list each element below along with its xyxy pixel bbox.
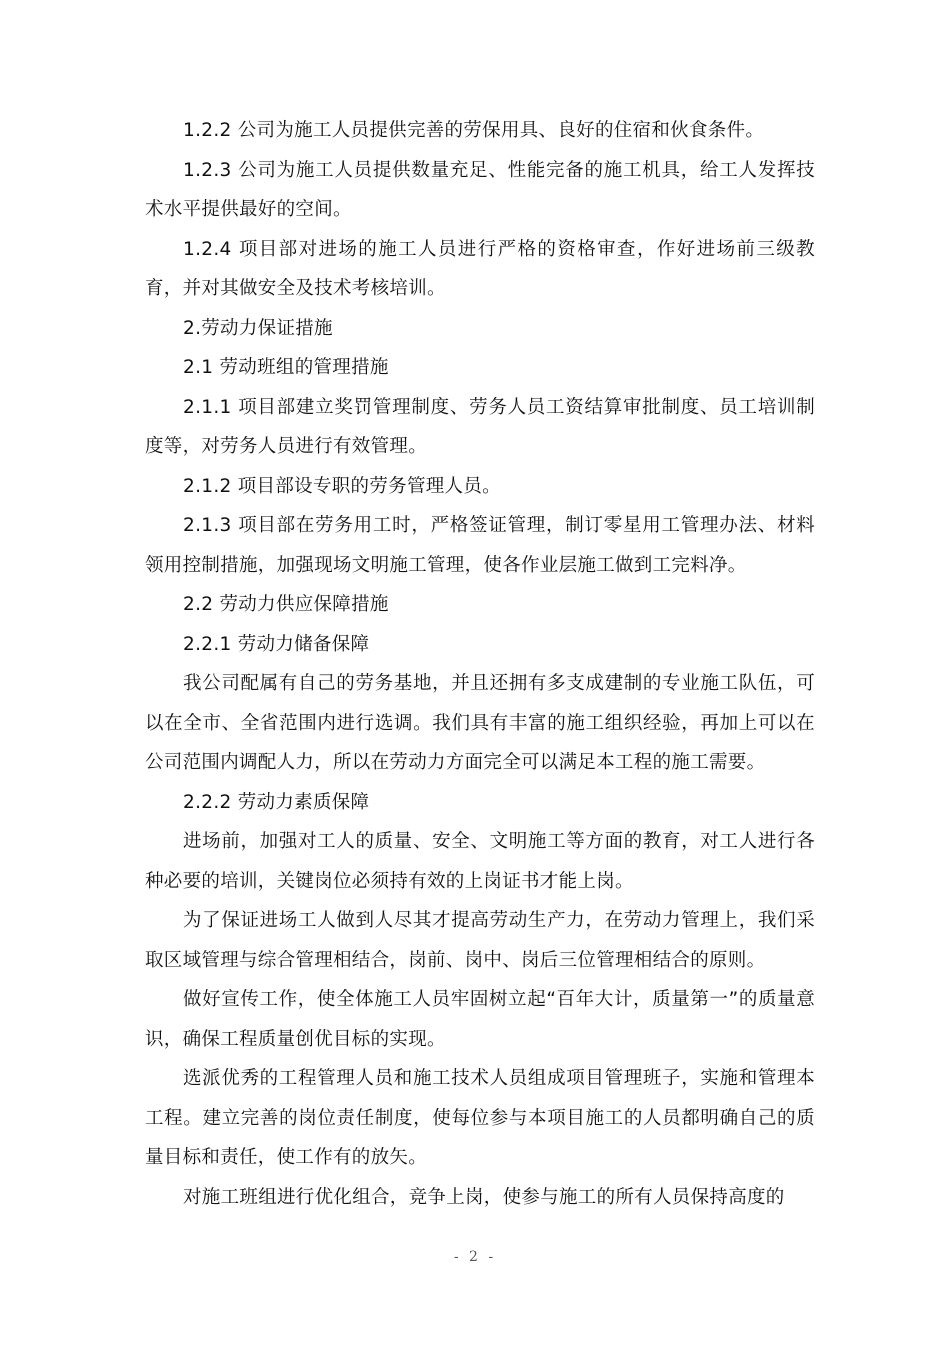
subsection-heading: 2.2 劳动力供应保障措施 <box>183 594 389 615</box>
paragraph: 选派优秀的工程管理人员和施工技术人员组成项目管理班子，实施和管理本工程。建立完善的岗位责任制度，使每位参与本项目施工的人员都明确自己的质量目标和责任，使工作有的放矢。 <box>145 1068 815 1168</box>
document-body <box>145 111 815 1217</box>
paragraph: 1.2.4 项目部对进场的施工人员进行严格的资格审查，作好进场前三级教育，并对其做安全及技术考核培训。 <box>145 238 815 299</box>
subsection-heading: 2.2.1 劳动力储备保障 <box>183 633 370 655</box>
paragraph: 对施工班组进行优化组合，竞争上岗，使参与施工的所有人员保持高度的 <box>183 1186 785 1208</box>
section-heading: 2.劳动力保证措施 <box>183 317 333 339</box>
paragraph: 2.1.1 项目部建立奖罚管理制度、劳务人员工资结算审批制度、员工培训制度等，对劳务人员进行有效管理。 <box>145 396 815 457</box>
paragraph: 1.2.2 公司为施工人员提供完善的劳保用具、良好的住宿和伙食条件。 <box>183 120 765 141</box>
paragraph: 为了保证进场工人做到人尽其才提高劳动生产力，在劳动力管理上，我们采取区域管理与综合管理相结合，岗前、岗中、岗后三位管理相结合的原则。 <box>145 910 815 971</box>
subsection-heading: 2.1 劳动班组的管理措施 <box>183 357 389 378</box>
paragraph: 1.2.3 公司为施工人员提供数量充足、性能完备的施工机具，给工人发挥技术水平提供最好的空间。 <box>145 159 815 220</box>
paragraph: 2.1.3 项目部在劳务用工时，严格签证管理，制订零星用工管理办法、材料领用控制措施，加强现场文明施工管理，使各作业层施工做到工完料净。 <box>145 515 815 576</box>
subsection-heading: 2.2.2 劳动力素质保障 <box>183 791 370 813</box>
paragraph: 2.1.2 项目部设专职的劳务管理人员。 <box>183 475 501 497</box>
paragraph: 进场前，加强对工人的质量、安全、文明施工等方面的教育，对工人进行各种必要的培训，关键岗位必须持有效的上岗证书才能上岗。 <box>145 831 815 892</box>
page-number: - 2 - <box>453 1249 497 1265</box>
paragraph: 做好宣传工作，使全体施工人员牢固树立起“百年大计，质量第一”的质量意识，确保工程质量创优目标的实现。 <box>145 989 815 1050</box>
paragraph: 我公司配属有自己的劳务基地，并且还拥有多支成建制的专业施工队伍，可以在全市、全省范围内进行选调。我们具有丰富的施工组织经验，再加上可以在公司范围内调配人力，所以在劳动力方面完全可以满足本工程的施工需要。 <box>145 673 815 773</box>
